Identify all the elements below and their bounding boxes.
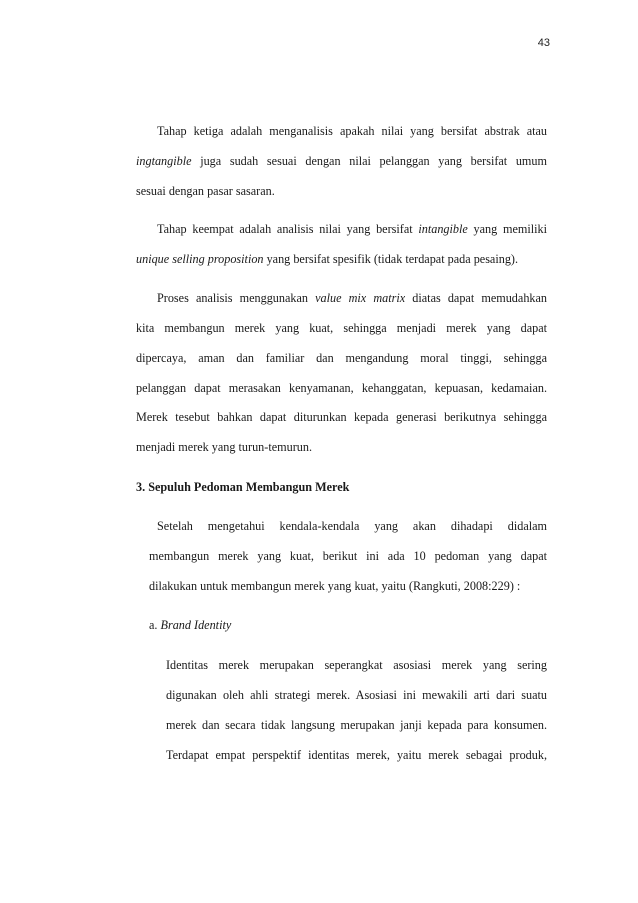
- paragraph-4-line-1: Setelah mengetahui kendala-kendala yang akan dihadapi didalam: [157, 519, 547, 533]
- list-item-a-prefix: a.: [149, 618, 161, 632]
- paragraph-3-line-2: kita membangun merek yang kuat, sehingga menjadi merek yang dapat: [136, 321, 547, 335]
- paragraph-3-line-1: [157, 290, 547, 306]
- paragraph-1-line-2: [136, 153, 547, 169]
- paragraph-3-line-5: Merek tesebut bahkan dapat diturunkan kepada generasi berikutnya sehingga: [136, 410, 547, 424]
- paragraph-4-line-3: dilakukan untuk membangun merek yang kuat, yaitu (Rangkuti, 2008:229) :: [149, 579, 521, 593]
- paragraph-2-line-2: [136, 251, 547, 267]
- paragraph-3-line-1-pre: Proses analisis menggunakan: [157, 291, 316, 305]
- paragraph-5-line-3: merek dan secara tidak langsung merupakan janji kepada para konsumen.: [166, 718, 547, 732]
- term-value-mix-matrix: value mix matrix: [315, 291, 406, 305]
- paragraph-3-line-1-post: diatas dapat memudahkan: [405, 291, 548, 305]
- paragraph-2-line-1-pre: Tahap keempat adalah analisis nilai yang bersifat: [157, 222, 419, 236]
- section-heading: 3. Sepuluh Pedoman Membangun Merek: [136, 480, 350, 494]
- list-item-a-title: Brand Identity: [160, 618, 232, 632]
- term-intangible: intangible: [418, 222, 468, 236]
- paragraph-5-line-4: Terdapat empat perspektif identitas merek, yaitu merek sebagai produk,: [166, 748, 547, 762]
- term-usp: unique selling proposition: [136, 252, 264, 266]
- paragraph-2-line-1: [157, 221, 547, 237]
- list-item-a: [149, 617, 547, 633]
- page-number: 43: [537, 37, 550, 49]
- paragraph-5-line-1: Identitas merek merupakan seperangkat asosiasi merek yang sering: [166, 658, 547, 672]
- paragraph-3-line-6: menjadi merek yang turun-temurun.: [136, 440, 312, 454]
- paragraph-3-line-3: dipercaya, aman dan familiar dan mengandung moral tinggi, sehingga: [136, 351, 547, 365]
- paragraph-2-line-1-post: yang memiliki: [467, 222, 548, 236]
- paragraph-3-line-4: pelanggan dapat merasakan kenyamanan, kehanggatan, kepuasan, kedamaian.: [136, 381, 547, 395]
- paragraph-4-line-2: membangun merek yang kuat, berikut ini ada 10 pedoman yang dapat: [149, 549, 547, 563]
- paragraph-1-line-3: sesuai dengan pasar sasaran.: [136, 184, 275, 198]
- paragraph-2-line-2-text: yang bersifat spesifik (tidak terdapat pada pesaing).: [263, 252, 519, 266]
- paragraph-1-line-1: Tahap ketiga adalah menganalisis apakah nilai yang bersifat abstrak atau: [157, 124, 547, 138]
- term-ingtangible: ingtangible: [136, 154, 192, 168]
- paragraph-1-line-2-text: juga sudah sesuai dengan nilai pelanggan yang bersifat umum: [191, 154, 547, 168]
- paragraph-5-line-2: digunakan oleh ahli strategi merek. Asosiasi ini mewakili arti dari suatu: [166, 688, 547, 702]
